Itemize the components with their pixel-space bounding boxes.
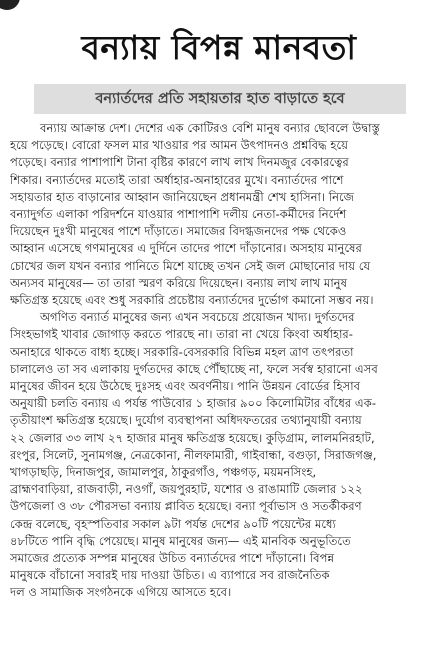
body-line: ক্ষতিগ্রস্ত হয়েছে এবং শুধু সরকারি প্রচেষ্টায় বন্যার্তদের দুর্ভোগ কমানো সম্ভব নয়। (10, 293, 374, 308)
body-line: সহায়তার হাত বাড়ানোর আহ্বান জানিয়েছেন প্রধানমন্ত্রী শেখ হাসিনা। নিজে (10, 189, 355, 204)
body-line: পড়েছে। বন্যার পাশাপাশি টানা বৃষ্টির কারণে লাখ লাখ দিনমজুর বেকারত্বের (10, 155, 349, 170)
body-line: উপজেলা ও ৩৮ পৌরসভা বন্যায় প্লাবিত হয়েছে। বন্যা পূর্বাভাস ও সতর্কীকরণ (10, 499, 362, 514)
body-line: শিকার। বন্যার্তদের মতোই তারা অর্ধাহার-অনাহারের মুখে। বন্যার্তদের পাশে (10, 172, 344, 187)
body-line: খাগড়াছড়ি, দিনাজপুর, জামালপুর, ঠাকুরগাঁও, পঞ্চগড়, ময়মনসিংহ, (10, 465, 317, 480)
headline: বন্যায় বিপন্ন মানবতা (81, 28, 357, 67)
body-line: দিয়েছেন দুঃখী মানুষের পাশে দাঁড়াতে। সমাজের বিদগ্ধজনদের পক্ষ থেকেও (10, 224, 347, 239)
body-line: হয়ে পড়েছে। বোরো ফসল মার খাওয়ার পর আমন উৎপাদনও প্রশ্নবিদ্ধ হয়ে (10, 138, 348, 153)
body-line: বন্যাদুর্গত এলাকা পরিদর্শনে যাওয়ার পাশাপাশি দলীয় নেতা-কর্মীদের নির্দেশ (10, 207, 347, 222)
body-line: অনাহারে থাকতে বাধ্য হচ্ছে। সরকারি-বেসরকারি বিভিন্ন মহল ত্রাণ তৎপরতা (10, 344, 354, 359)
article-body (10, 120, 430, 602)
body-line: সিংহভাগই খাবার জোগাড় করতে পারছে না। তারা না খেয়ে কিংবা অর্ধাহার- (10, 327, 353, 342)
body-line: ২২ জেলার ৩৩ লাখ ২৭ হাজার মানুষ ক্ষতিগ্রস্ত হয়েছে। কুড়িগ্রাম, লালমনিরহাট, (10, 430, 375, 445)
subheadline: বন্যার্তদের প্রতি সহায়তার হাত বাড়াতে হবে (95, 91, 345, 107)
body-line: দল ও সামাজিক সংগঠনকে এগিয়ে আসতে হবে। (10, 585, 232, 600)
ornament-shape (0, 0, 20, 10)
body-line: কেন্দ্র বলেছে, বৃহস্পতিবার সকাল ৯টা পর্যন্ত দেশের ৯০টি পয়েন্টের মধ্যে (10, 516, 336, 531)
body-line: বন্যায় আক্রান্ত দেশ। দেশের এক কোটিরও বেশি মানুষ বন্যার ছোবলে উদ্বাস্তু (40, 121, 380, 135)
body-line: মানুষকে বাঁচানো সবারই দায় দাওয়া উচিত। এ ব্যাপারে সব রাজনৈতিক (10, 568, 330, 583)
body-line: অনুযায়ী চলতি বন্যায় এ পর্যন্ত পাউবোর ১ হাজার ৯০০ কিলোমিটার বাঁধের এক- (10, 396, 377, 411)
body-line: ৪৮টিতে পানি বৃদ্ধি পেয়েছে। মানুষ মানুষের জন্য— এই মানবিক অনুভূতিতে (10, 533, 351, 548)
body-line: চালালেও তা সব এলাকায় দুর্গতদের কাছে পৌঁছাচ্ছে না, ফলে সর্বস্ব হারানো এসব (10, 361, 378, 376)
body-line: চোখের জল যখন বন্যার পানিতে মিশে যাচ্ছে তখন সেই জল মোছানোর দায় যে (10, 258, 371, 273)
body-line: ব্রাহ্মণবাড়িয়া, রাজবাড়ী, নওগাঁ, জয়পুরহাট, যশোর ও রাঙামাটি জেলার ১২২ (10, 482, 363, 497)
body-line: তৃতীয়াংশ ক্ষতিগ্রস্ত হয়েছে। দুর্যোগ ব্যবস্থাপনা অধিদফতরের তথ্যানুযায়ী বন্যায় (10, 413, 362, 428)
body-line: সমাজের প্রত্যেক সম্পন্ন মানুষের উচিত বন্যার্তদের পাশে দাঁড়ানো। বিপন্ন (10, 551, 335, 566)
top-ornament (0, 0, 438, 14)
body-line: অগণিত বন্যার্ত মানুষের জন্য এখন সবচেয়ে প্রয়োজন খাদ্য। দুর্গতদের (40, 310, 355, 325)
body-line: রংপুর, সিলেট, সুনামগঞ্জ, নেত্রকোনা, নীলফামারী, গাইবান্ধা, বগুড়া, সিরাজগঞ্জ, (10, 447, 377, 462)
body-line: মানুষের জীবন হয়ে উঠেছে দুঃসহ এবং অবর্ণনীয়। পানি উন্নয়ন বোর্ডের হিসাব (10, 379, 361, 394)
body-line: আহ্বান এসেছে গণমানুষের এ দুর্দিনে তাদের পাশে দাঁড়ানোর। অসহায় মানুষের (10, 241, 362, 256)
body-line: অন্যসব মানুষের— তা তারা স্মরণ করিয়ে দিয়েছেন। বন্যায় লাখ লাখ মানুষ (10, 275, 347, 290)
